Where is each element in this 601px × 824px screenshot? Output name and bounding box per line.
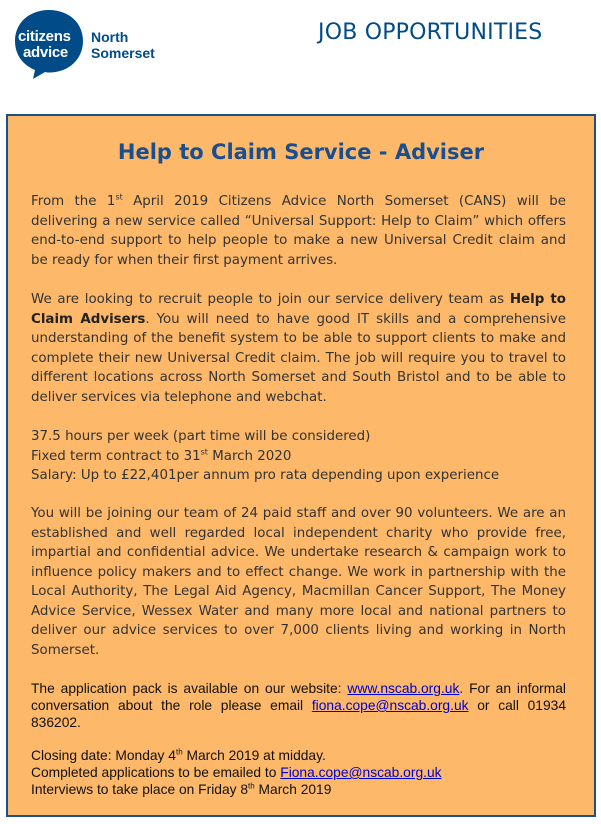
- citizens-advice-logo[interactable]: [13, 8, 155, 80]
- application-paragraph: [31, 680, 566, 731]
- completed-text-a: Completed applications to be emailed to: [31, 765, 281, 780]
- page-title: JOB OPPORTUNITIES: [318, 20, 543, 45]
- contract-sup: st: [200, 447, 208, 457]
- role-title-bold: Help to Claim Advisers: [31, 292, 566, 327]
- dates-block: [31, 747, 566, 798]
- interviews-sup: th: [248, 781, 255, 791]
- header: [0, 0, 601, 110]
- website-link[interactable]: www.nscab.org.uk: [347, 681, 460, 696]
- intro-paragraph: [31, 192, 566, 270]
- contract-line: [31, 447, 566, 467]
- logo-text-citizens: citizens: [18, 28, 71, 45]
- organisation-paragraph: You will be joining our team of 24 paid staff and over 90 volunteers. We are an established and well regarded local independent charity who provide free, impartial and confidential advice. We undertake research & campaign work to influence policy makers and to effect change. We work in partnership with the Local Authority, The Legal Aid Agency, Macmillan Cancer Support, The Money Advice Service, Wessex Water and many more local and national partners to deliver our advice services to over 7,000 clients living and working in North Somerset.: [31, 506, 566, 658]
- application-text-c: or call 01934 836202.: [31, 698, 566, 730]
- closing-text-b: March 2019 at midday.: [182, 748, 326, 763]
- terms-block: [31, 427, 566, 486]
- salary-line: Salary: Up to £22,401per annum pro rata depending upon experience: [31, 468, 500, 483]
- completed-applications-line: [31, 764, 566, 781]
- applications-email-link[interactable]: Fiona.cope@nscab.org.uk: [280, 765, 442, 780]
- intro-sup: st: [115, 192, 123, 202]
- closing-sup: th: [175, 747, 183, 757]
- application-text-a: The application pack is available on our website:: [31, 681, 348, 696]
- role-text-a: We are looking to recruit people to join our service delivery team as: [31, 292, 510, 307]
- interviews-text-a: Interviews to take place on Friday 8: [31, 782, 249, 797]
- interviews-line: [31, 781, 566, 798]
- interviews-text-b: March 2019: [254, 782, 332, 797]
- logo-text-somerset: Somerset: [91, 45, 155, 61]
- role-text-b: . You will need to have good IT skills and a comprehensive understanding of the benefit system to be able to support clients to make and complete their new Universal Credit claim. The job will require you to travel to different locations across North Somerset and South Bristol and to be able to deliver services via telephone and webchat.: [31, 311, 566, 405]
- intro-text-b: April 2019 Citizens Advice North Somerset (CANS) will be delivering a new service called “Universal Support: Help to Claim” which offers end-to-end support to help people to make a new Universal Credit claim and be ready for when their first payment arrives.: [31, 194, 566, 268]
- contract-text-b: March 2020: [207, 448, 292, 464]
- closing-date-line: [31, 747, 566, 764]
- intro-text-a: From the 1: [31, 194, 116, 209]
- job-advert-panel: [6, 114, 596, 817]
- closing-text-a: Closing date: Monday 4: [31, 748, 176, 763]
- job-heading: Help to Claim Service - Adviser: [117, 140, 485, 164]
- logo-text-advice: advice: [23, 44, 68, 61]
- hours-line: 37.5 hours per week (part time will be considered): [31, 429, 371, 444]
- role-paragraph: [31, 290, 566, 407]
- contact-email-link[interactable]: fiona.cope@nscab.org.uk: [311, 698, 469, 713]
- application-text-b: . For an informal conversation about the role please email: [31, 681, 566, 713]
- contract-text-a: Fixed term contract to 31: [31, 448, 201, 464]
- logo-text-north: North: [91, 29, 129, 45]
